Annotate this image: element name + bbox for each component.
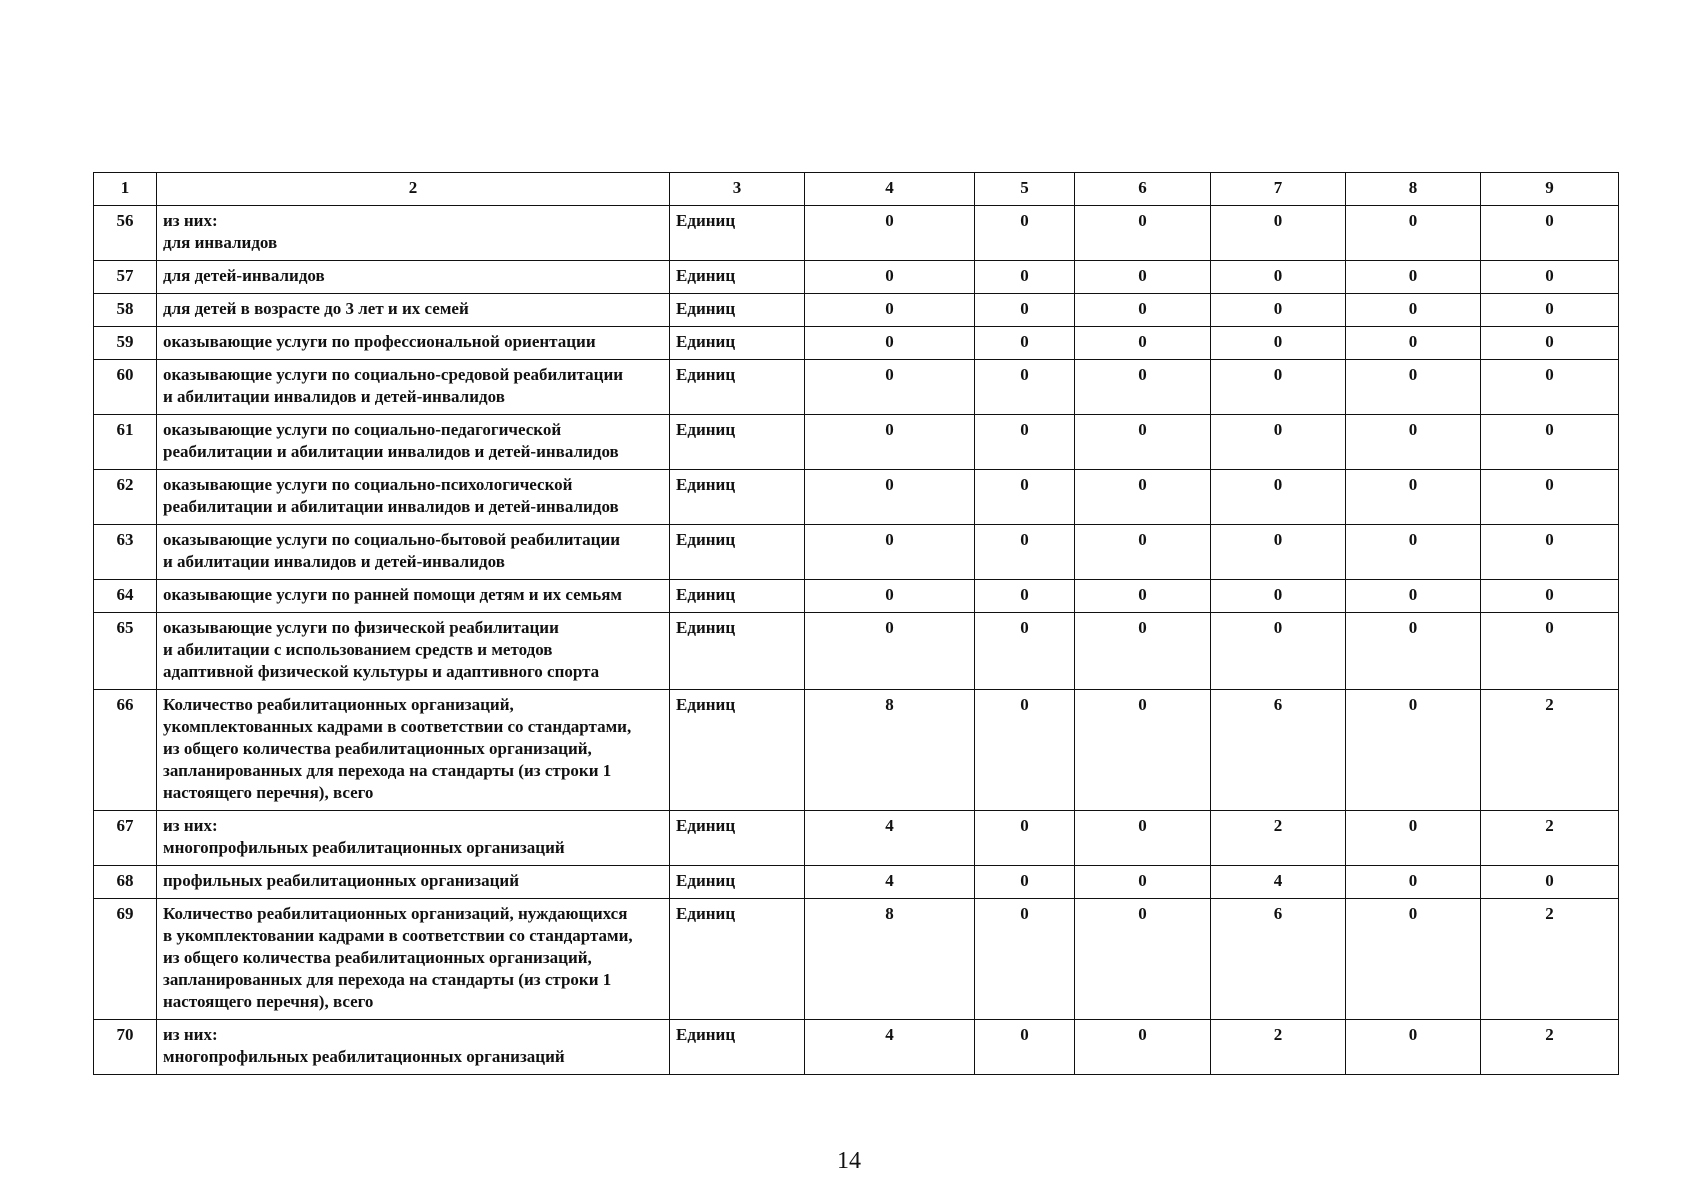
indicator-name-line: из них: (163, 816, 218, 835)
value-cell: 0 (975, 360, 1075, 415)
indicator-name-cell (157, 261, 670, 294)
column-number-cell: 3 (670, 173, 805, 206)
value-cell: 0 (975, 690, 1075, 811)
value-cell: 0 (975, 261, 1075, 294)
indicator-name-cell (157, 866, 670, 899)
indicator-name-cell (157, 899, 670, 1020)
indicator-name-line: Количество реабилитационных организаций, нуждающихся (163, 904, 628, 923)
indicator-name-line: из общего количества реабилитационных организаций, (163, 739, 592, 758)
value-cell: 2 (1481, 899, 1619, 1020)
indicator-name-line: и абилитации инвалидов и детей-инвалидов (163, 552, 505, 571)
column-number-cell: 5 (975, 173, 1075, 206)
value-cell: 0 (975, 1020, 1075, 1075)
value-cell: 0 (975, 415, 1075, 470)
column-number-cell: 7 (1211, 173, 1346, 206)
value-cell: 0 (1346, 261, 1481, 294)
indicator-name-line: реабилитации и абилитации инвалидов и детей-инвалидов (163, 497, 619, 516)
row-number-cell: 56 (94, 206, 157, 261)
unit-cell: Единиц (670, 580, 805, 613)
value-cell: 0 (1481, 327, 1619, 360)
value-cell: 0 (805, 261, 975, 294)
value-cell: 0 (805, 613, 975, 690)
value-cell: 0 (1075, 327, 1211, 360)
value-cell: 0 (1346, 580, 1481, 613)
indicator-name-line: многопрофильных реабилитационных организаций (163, 1047, 565, 1066)
row-number-cell: 66 (94, 690, 157, 811)
value-cell: 0 (1481, 580, 1619, 613)
value-cell: 0 (975, 811, 1075, 866)
value-cell: 0 (975, 470, 1075, 525)
indicator-name-cell (157, 470, 670, 525)
indicator-name-line: оказывающие услуги по ранней помощи детям и их семьям (163, 585, 623, 604)
indicator-name-cell (157, 525, 670, 580)
value-cell: 0 (805, 360, 975, 415)
value-cell: 0 (1075, 1020, 1211, 1075)
unit-cell: Единиц (670, 1020, 805, 1075)
indicator-name-cell (157, 415, 670, 470)
value-cell: 0 (1075, 690, 1211, 811)
indicator-name-line: настоящего перечня), всего (163, 992, 374, 1011)
table-row (94, 525, 1619, 580)
indicator-name-cell (157, 613, 670, 690)
row-number-cell: 59 (94, 327, 157, 360)
indicator-name-line: из общего количества реабилитационных организаций, (163, 948, 592, 967)
value-cell: 4 (1211, 866, 1346, 899)
row-number-cell: 62 (94, 470, 157, 525)
value-cell: 0 (1346, 1020, 1481, 1075)
unit-cell: Единиц (670, 415, 805, 470)
value-cell: 0 (805, 327, 975, 360)
page-number: 14 (837, 1148, 861, 1174)
value-cell: 6 (1211, 690, 1346, 811)
value-cell: 0 (975, 327, 1075, 360)
value-cell: 0 (1211, 327, 1346, 360)
row-number-cell: 61 (94, 415, 157, 470)
value-cell: 0 (1481, 206, 1619, 261)
indicator-name-line: для детей в возрасте до 3 лет и их семей (163, 299, 469, 318)
unit-cell: Единиц (670, 261, 805, 294)
value-cell: 0 (805, 415, 975, 470)
value-cell: 8 (805, 690, 975, 811)
value-cell: 0 (975, 294, 1075, 327)
value-cell: 0 (975, 580, 1075, 613)
unit-cell: Единиц (670, 690, 805, 811)
row-number-cell: 68 (94, 866, 157, 899)
value-cell: 0 (1075, 811, 1211, 866)
value-cell: 0 (1211, 415, 1346, 470)
column-number-header-row (94, 173, 1619, 206)
value-cell: 0 (1211, 470, 1346, 525)
value-cell: 8 (805, 899, 975, 1020)
value-cell: 0 (1481, 525, 1619, 580)
value-cell: 0 (1075, 580, 1211, 613)
value-cell: 0 (975, 206, 1075, 261)
unit-cell: Единиц (670, 360, 805, 415)
value-cell: 0 (1346, 327, 1481, 360)
unit-cell: Единиц (670, 294, 805, 327)
value-cell: 0 (1346, 899, 1481, 1020)
table-row (94, 415, 1619, 470)
indicator-name-line: в укомплектовании кадрами в соответствии со стандартами, (163, 926, 633, 945)
indicator-name-line: многопрофильных реабилитационных организаций (163, 838, 565, 857)
column-number-cell: 2 (157, 173, 670, 206)
table-row (94, 470, 1619, 525)
indicator-name-line: оказывающие услуги по социально-средовой реабилитации (163, 365, 624, 384)
value-cell: 0 (1481, 360, 1619, 415)
value-cell: 0 (1075, 415, 1211, 470)
value-cell: 0 (1075, 525, 1211, 580)
indicator-name-line: и абилитации инвалидов и детей-инвалидов (163, 387, 505, 406)
value-cell: 0 (975, 866, 1075, 899)
value-cell: 2 (1211, 811, 1346, 866)
value-cell: 0 (1481, 470, 1619, 525)
value-cell: 0 (1075, 866, 1211, 899)
value-cell: 0 (1481, 866, 1619, 899)
table-row (94, 613, 1619, 690)
column-number-cell: 8 (1346, 173, 1481, 206)
column-number-cell: 9 (1481, 173, 1619, 206)
table-row (94, 360, 1619, 415)
value-cell: 0 (1075, 360, 1211, 415)
value-cell: 0 (1075, 206, 1211, 261)
value-cell: 0 (1346, 525, 1481, 580)
unit-cell: Единиц (670, 811, 805, 866)
value-cell: 0 (1346, 470, 1481, 525)
indicator-name-cell (157, 206, 670, 261)
value-cell: 0 (1211, 613, 1346, 690)
value-cell: 0 (805, 206, 975, 261)
value-cell: 0 (805, 580, 975, 613)
indicator-name-line: оказывающие услуги по социально-бытовой реабилитации (163, 530, 621, 549)
value-cell: 0 (1346, 866, 1481, 899)
value-cell: 0 (975, 899, 1075, 1020)
indicator-name-line: для инвалидов (163, 233, 278, 252)
value-cell: 0 (805, 470, 975, 525)
value-cell: 2 (1211, 1020, 1346, 1075)
column-number-cell: 1 (94, 173, 157, 206)
table-row (94, 899, 1619, 1020)
indicator-name-cell (157, 294, 670, 327)
value-cell: 0 (1211, 206, 1346, 261)
unit-cell: Единиц (670, 866, 805, 899)
unit-cell: Единиц (670, 899, 805, 1020)
row-number-cell: 70 (94, 1020, 157, 1075)
unit-cell: Единиц (670, 206, 805, 261)
value-cell: 0 (1075, 470, 1211, 525)
indicator-name-line: профильных реабилитационных организаций (163, 871, 520, 890)
row-number-cell: 67 (94, 811, 157, 866)
indicator-name-line: Количество реабилитационных организаций, (163, 695, 514, 714)
value-cell: 0 (1481, 613, 1619, 690)
indicator-name-line: оказывающие услуги по физической реабилитации (163, 618, 559, 637)
value-cell: 0 (1481, 261, 1619, 294)
value-cell: 0 (1075, 261, 1211, 294)
value-cell: 0 (1211, 261, 1346, 294)
row-number-cell: 58 (94, 294, 157, 327)
indicator-name-line: настоящего перечня), всего (163, 783, 374, 802)
indicator-name-cell (157, 327, 670, 360)
table-row (94, 261, 1619, 294)
table-row (94, 294, 1619, 327)
indicator-name-cell (157, 360, 670, 415)
value-cell: 0 (1346, 690, 1481, 811)
value-cell: 0 (1481, 294, 1619, 327)
indicator-name-line: из них: (163, 211, 218, 230)
indicator-name-line: запланированных для перехода на стандарты (из строки 1 (163, 761, 612, 780)
indicator-name-cell (157, 690, 670, 811)
row-number-cell: 63 (94, 525, 157, 580)
value-cell: 2 (1481, 811, 1619, 866)
value-cell: 0 (805, 294, 975, 327)
value-cell: 0 (1211, 580, 1346, 613)
value-cell: 0 (975, 613, 1075, 690)
value-cell: 0 (1346, 613, 1481, 690)
value-cell: 0 (1346, 360, 1481, 415)
indicator-name-line: оказывающие услуги по социально-педагогической (163, 420, 562, 439)
indicator-name-line: оказывающие услуги по профессиональной ориентации (163, 332, 596, 351)
value-cell: 0 (1346, 294, 1481, 327)
value-cell: 0 (1346, 206, 1481, 261)
table-body (94, 173, 1619, 1075)
unit-cell: Единиц (670, 613, 805, 690)
value-cell: 2 (1481, 690, 1619, 811)
indicator-name-line: из них: (163, 1025, 218, 1044)
indicator-name-line: запланированных для перехода на стандарты (из строки 1 (163, 970, 612, 989)
unit-cell: Единиц (670, 470, 805, 525)
value-cell: 0 (1075, 899, 1211, 1020)
value-cell: 0 (1075, 613, 1211, 690)
value-cell: 4 (805, 1020, 975, 1075)
indicator-name-cell (157, 811, 670, 866)
indicator-name-line: укомплектованных кадрами в соответствии со стандартами, (163, 717, 632, 736)
indicator-name-line: и абилитации с использованием средств и методов (163, 640, 553, 659)
table-row (94, 866, 1619, 899)
table-row (94, 1020, 1619, 1075)
value-cell: 0 (1211, 294, 1346, 327)
row-number-cell: 60 (94, 360, 157, 415)
indicator-name-cell (157, 1020, 670, 1075)
row-number-cell: 69 (94, 899, 157, 1020)
indicator-name-line: реабилитации и абилитации инвалидов и детей-инвалидов (163, 442, 619, 461)
value-cell: 4 (805, 811, 975, 866)
value-cell: 0 (805, 525, 975, 580)
table-row (94, 206, 1619, 261)
indicators-table (93, 172, 1619, 1075)
indicator-name-cell (157, 580, 670, 613)
value-cell: 6 (1211, 899, 1346, 1020)
table-row (94, 580, 1619, 613)
table-row (94, 327, 1619, 360)
unit-cell: Единиц (670, 525, 805, 580)
row-number-cell: 57 (94, 261, 157, 294)
indicator-name-line: для детей-инвалидов (163, 266, 325, 285)
row-number-cell: 65 (94, 613, 157, 690)
value-cell: 4 (805, 866, 975, 899)
value-cell: 0 (1211, 525, 1346, 580)
column-number-cell: 6 (1075, 173, 1211, 206)
value-cell: 0 (1075, 294, 1211, 327)
value-cell: 0 (1346, 811, 1481, 866)
value-cell: 2 (1481, 1020, 1619, 1075)
value-cell: 0 (1481, 415, 1619, 470)
table-row (94, 690, 1619, 811)
table-row (94, 811, 1619, 866)
value-cell: 0 (1346, 415, 1481, 470)
indicator-name-line: адаптивной физической культуры и адаптивного спорта (163, 662, 600, 681)
value-cell: 0 (975, 525, 1075, 580)
row-number-cell: 64 (94, 580, 157, 613)
indicator-name-line: оказывающие услуги по социально-психологической (163, 475, 573, 494)
value-cell: 0 (1211, 360, 1346, 415)
column-number-cell: 4 (805, 173, 975, 206)
unit-cell: Единиц (670, 327, 805, 360)
